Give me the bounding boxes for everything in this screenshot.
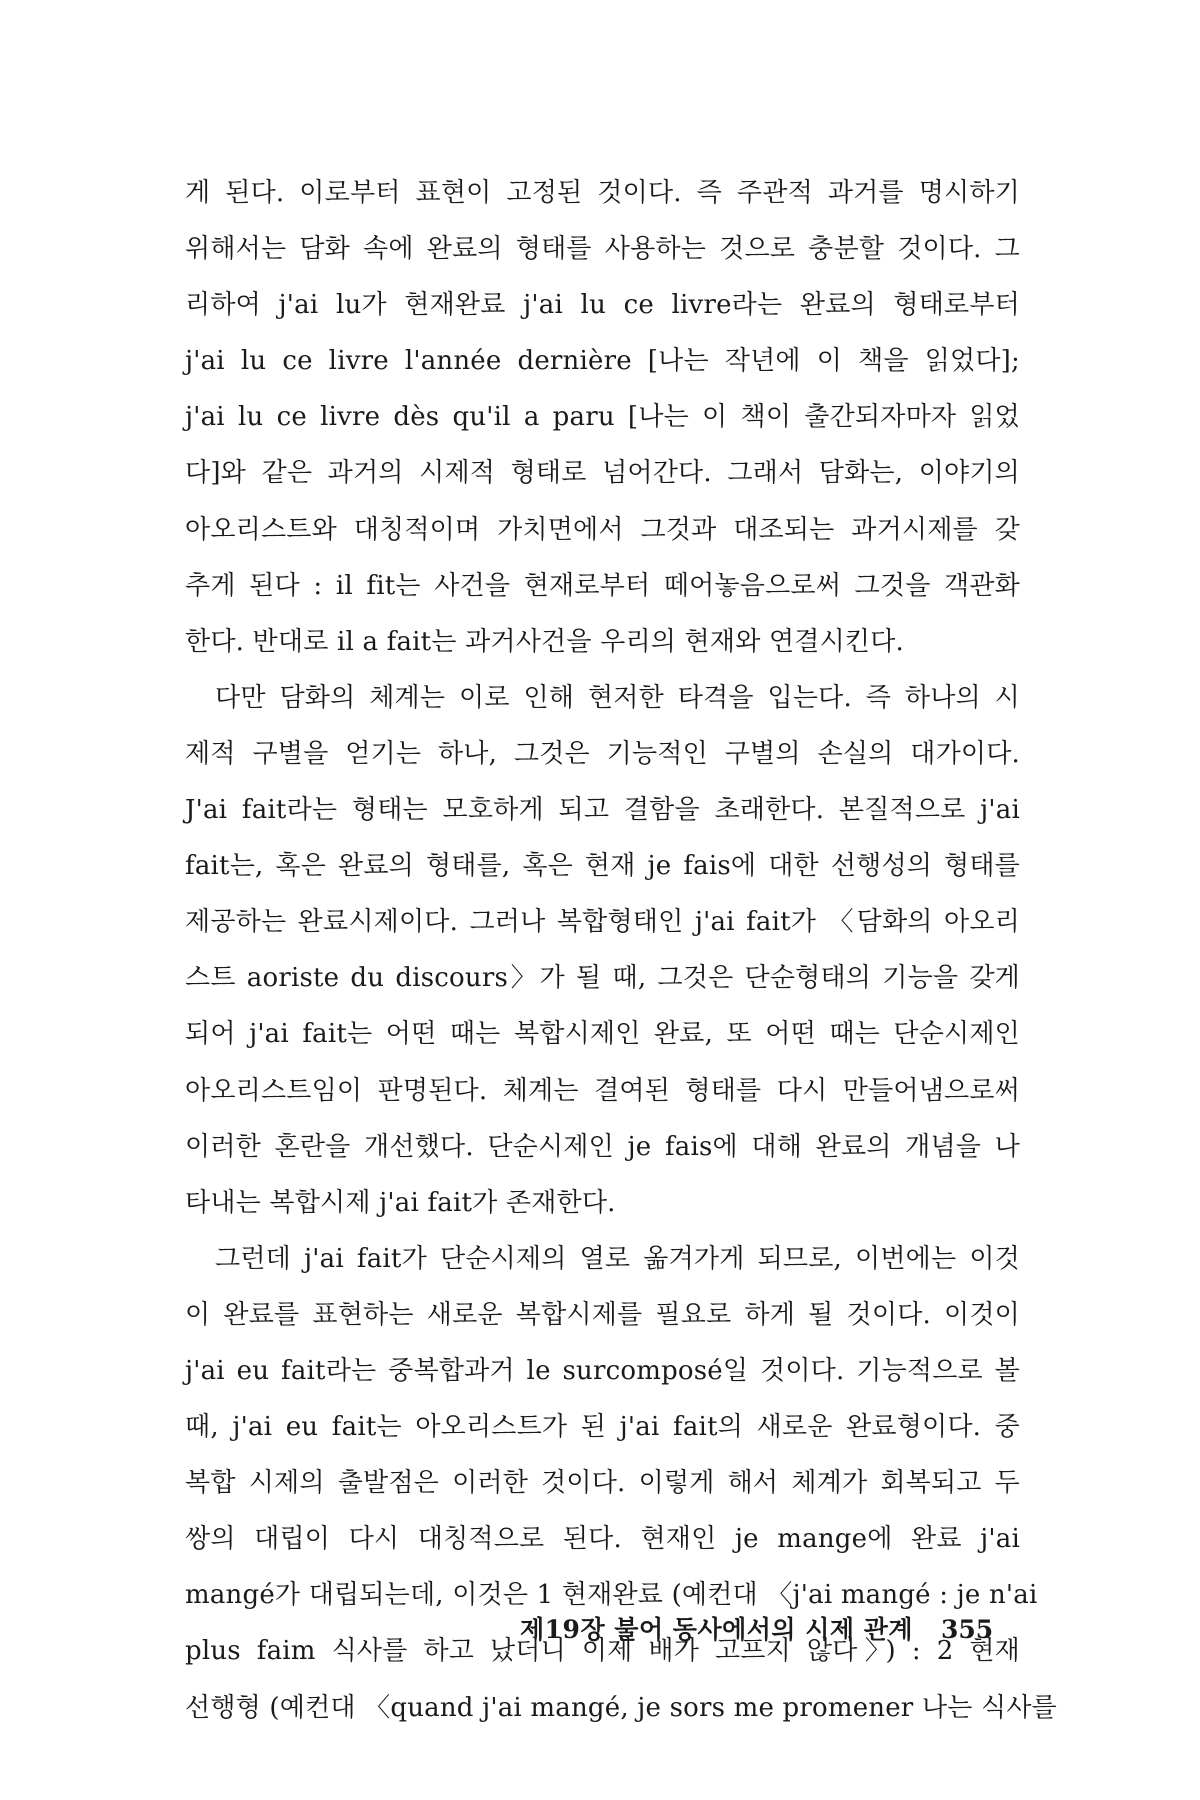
text-line-12: J'ai fait라는 형태는 모호하게 되고 결함을 초래한다. 본질적으로 j'ai — [185, 795, 1020, 826]
text-line-27: plus faim 식사를 하고 났더니 이제 배가 고프지 않다〉) : 2 현재 — [185, 1636, 1020, 1667]
text-line-7: 아오리스트와 대칭적이며 가치면에서 그것과 대조되는 과거시제를 갖 — [185, 514, 1020, 545]
text-line-5: j'ai lu ce livre dès qu'il a paru [나는 이 책이 출간되자마자 읽었 — [185, 402, 1020, 433]
text-line-1: 게 된다. 이로부터 표현이 고정된 것이다. 즉 주관적 과거를 명시하기 — [185, 178, 1020, 208]
text-line-8: 추게 된다 : il fit는 사건을 현재로부터 떼어놓음으로써 그것을 객관화 — [185, 570, 1020, 601]
chapter-title: 제19장 불어 동사에서의 시제 관계 — [520, 1615, 914, 1644]
text-line-19: 타내는 복합시제 j'ai fait가 존재한다. — [185, 1187, 616, 1218]
text-line-6: 다]와 같은 과거의 시제적 형태로 넘어간다. 그래서 담화는, 이야기의 — [185, 458, 1020, 489]
text-line-16: 되어 j'ai fait는 어떤 때는 복합시제인 완료, 또 어떤 때는 단순시제인 — [185, 1019, 1020, 1050]
text-line-14: 제공하는 완료시제이다. 그러나 복합형태인 j'ai fait가 〈담화의 아오리 — [185, 907, 1020, 938]
text-line-17: 아오리스트임이 판명된다. 체계는 결여된 형태를 다시 만들어냄으로써 — [185, 1075, 1020, 1106]
text-line-25: 쌍의 대립이 다시 대칭적으로 된다. 현재인 je mange에 완료 j'ai — [185, 1524, 1020, 1555]
page-number: 355 — [941, 1615, 994, 1644]
text-line-21: 이 완료를 표현하는 새로운 복합시제를 필요로 하게 될 것이다. 이것이 — [185, 1299, 1020, 1330]
text-line-9: 한다. 반대로 il a fait는 과거사건을 우리의 현재와 연결시킨다. — [185, 626, 905, 657]
text-line-24: 복합 시제의 출발점은 이러한 것이다. 이렇게 해서 체계가 회복되고 두 — [185, 1468, 1020, 1499]
text-line-20: 그런데 j'ai fait가 단순시제의 열로 옮겨가게 되므로, 이번에는 이것 — [215, 1243, 1020, 1274]
text-line-18: 이러한 혼란을 개선했다. 단순시제인 je fais에 대해 완료의 개념을 나 — [185, 1131, 1020, 1162]
text-line-28: 선행형 (예컨대 〈quand j'ai mangé, je sors me promener 나는 식사를 — [185, 1692, 1057, 1723]
text-line-3: 리하여 j'ai lu가 현재완료 j'ai lu ce livre라는 완료의 형태로부터 — [185, 290, 1020, 321]
text-line-11: 제적 구별을 얻기는 하나, 그것은 기능적인 구별의 손실의 대가이다. — [185, 738, 1020, 769]
text-line-4: j'ai lu ce livre l'année dernière [나는 작년에 이 책을 읽었다]; — [185, 346, 1020, 377]
text-line-10: 다만 담화의 체계는 이로 인해 현저한 타격을 입는다. 즉 하나의 시 — [215, 682, 1020, 713]
text-line-23: 때, j'ai eu fait는 아오리스트가 된 j'ai fait의 새로운 완료형이다. 중 — [185, 1412, 1020, 1443]
text-line-15: 스트 aoriste du discours〉가 될 때, 그것은 단순형태의 기능을 갖게 — [185, 963, 1020, 994]
body-text — [185, 165, 1057, 1736]
text-line-22: j'ai eu fait라는 중복합과거 le surcomposé일 것이다. 기능적으로 볼 — [185, 1355, 1020, 1386]
text-line-2: 위해서는 담화 속에 완료의 형태를 사용하는 것으로 충분할 것이다. 그 — [185, 234, 1020, 265]
text-line-26: mangé가 대립되는데, 이것은 1 현재완료 (예컨대 〈j'ai mangé : je n'ai — [185, 1580, 1038, 1611]
text-line-13: fait는, 혹은 완료의 형태를, 혹은 현재 je fais에 대한 선행성의 형태를 — [185, 851, 1020, 882]
running-footer — [520, 1610, 994, 1650]
